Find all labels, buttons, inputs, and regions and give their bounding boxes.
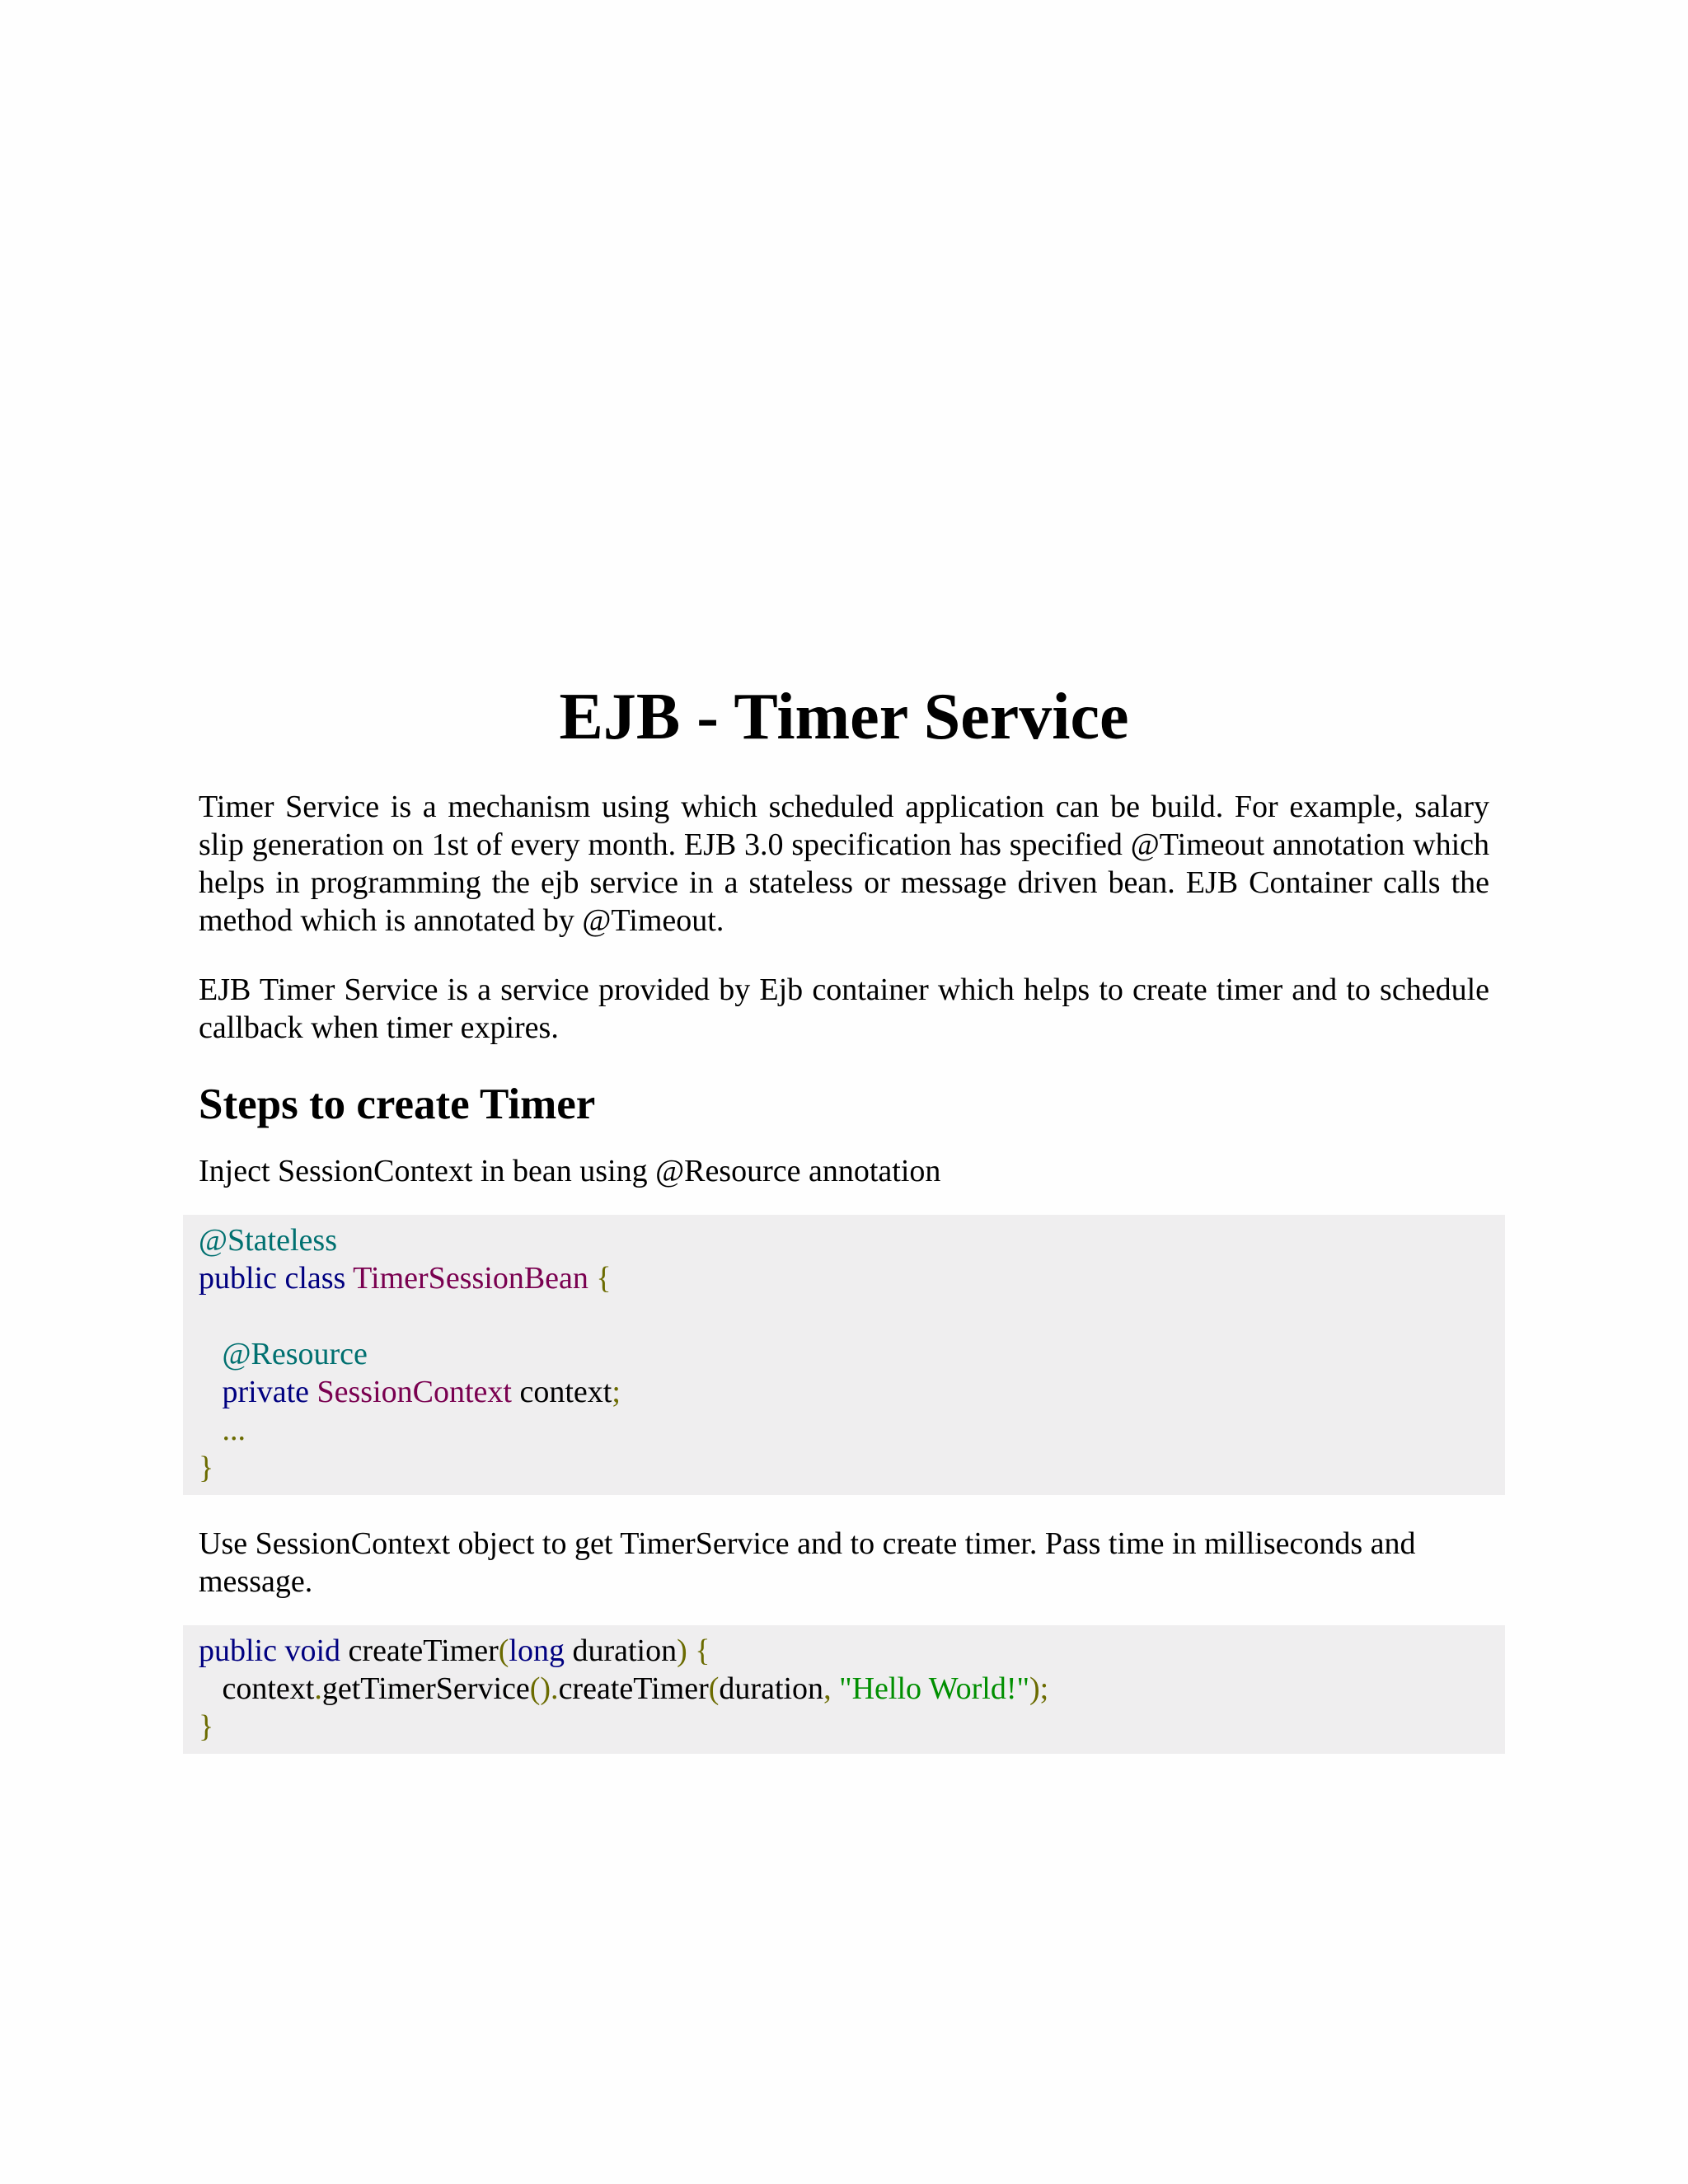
page-title: EJB - Timer Service	[559, 681, 1129, 753]
code-token: TimerSessionBean	[353, 1261, 588, 1296]
code-token: duration	[564, 1633, 678, 1668]
code-token: ) {	[677, 1633, 710, 1668]
code-token: }	[199, 1709, 214, 1744]
timer-service-paragraph: EJB Timer Service is a service provided by Ejb container which helps to create timer and to schedule callback when timer expires.	[199, 972, 1489, 1045]
intro-paragraph: Timer Service is a mechanism using which scheduled application can be build. For example, salary slip generation on 1st of every month. EJB 3.0 specification has specified @Timeout annotation which helps in programming the ejb service in a stateless or message driven bean. EJB Container calls the method which is annotated by @Timeout.	[199, 790, 1489, 938]
code-token: context	[199, 1671, 315, 1706]
code-token: }	[199, 1451, 214, 1485]
code-token: getTimerService	[321, 1671, 530, 1706]
code-token	[199, 1413, 223, 1447]
section-heading: Steps to create Timer	[199, 1080, 596, 1128]
code-token: createTimer	[348, 1633, 499, 1668]
code-token: duration	[719, 1671, 824, 1706]
code-token: public class	[199, 1261, 354, 1296]
code-token: {	[588, 1261, 612, 1296]
code-line	[199, 1411, 1489, 1449]
code-token: SessionContext	[316, 1375, 512, 1409]
code-block-create-timer	[183, 1625, 1505, 1754]
code-token: private	[222, 1375, 317, 1409]
code-token	[199, 1375, 223, 1409]
code-line	[199, 1708, 1489, 1746]
code-token: "Hello World!"	[839, 1671, 1030, 1706]
code-token: .	[314, 1671, 322, 1706]
code-line	[199, 1335, 1489, 1373]
code-token: long	[509, 1633, 565, 1668]
code-token: ().	[529, 1671, 559, 1706]
code-token: ,	[823, 1671, 840, 1706]
code-line	[199, 1373, 1489, 1411]
code-token: context	[511, 1375, 612, 1409]
code-token: public void	[199, 1633, 349, 1668]
code-token: createTimer	[558, 1671, 709, 1706]
code-line	[199, 1670, 1489, 1708]
code-line	[199, 1449, 1489, 1487]
code-block-inject-context	[183, 1215, 1505, 1495]
code-token: );	[1029, 1671, 1049, 1706]
code-line	[199, 1297, 1489, 1335]
code-token: (	[498, 1633, 509, 1668]
step2-text: Use SessionContext object to get TimerService and to create timer. Pass time in milliseconds and message.	[199, 1526, 1416, 1599]
page-content	[199, 676, 1489, 1783]
code-line	[199, 1259, 1489, 1297]
code-line	[199, 1221, 1489, 1259]
code-token: ...	[222, 1413, 246, 1447]
code-line	[199, 1632, 1489, 1670]
code-token: (	[708, 1671, 720, 1706]
code-token: ;	[612, 1375, 621, 1409]
step1-text: Inject SessionContext in bean using @Resource annotation	[199, 1154, 941, 1188]
code-token: @Stateless	[199, 1223, 337, 1258]
code-token	[199, 1337, 223, 1371]
code-token: @Resource	[222, 1337, 368, 1371]
